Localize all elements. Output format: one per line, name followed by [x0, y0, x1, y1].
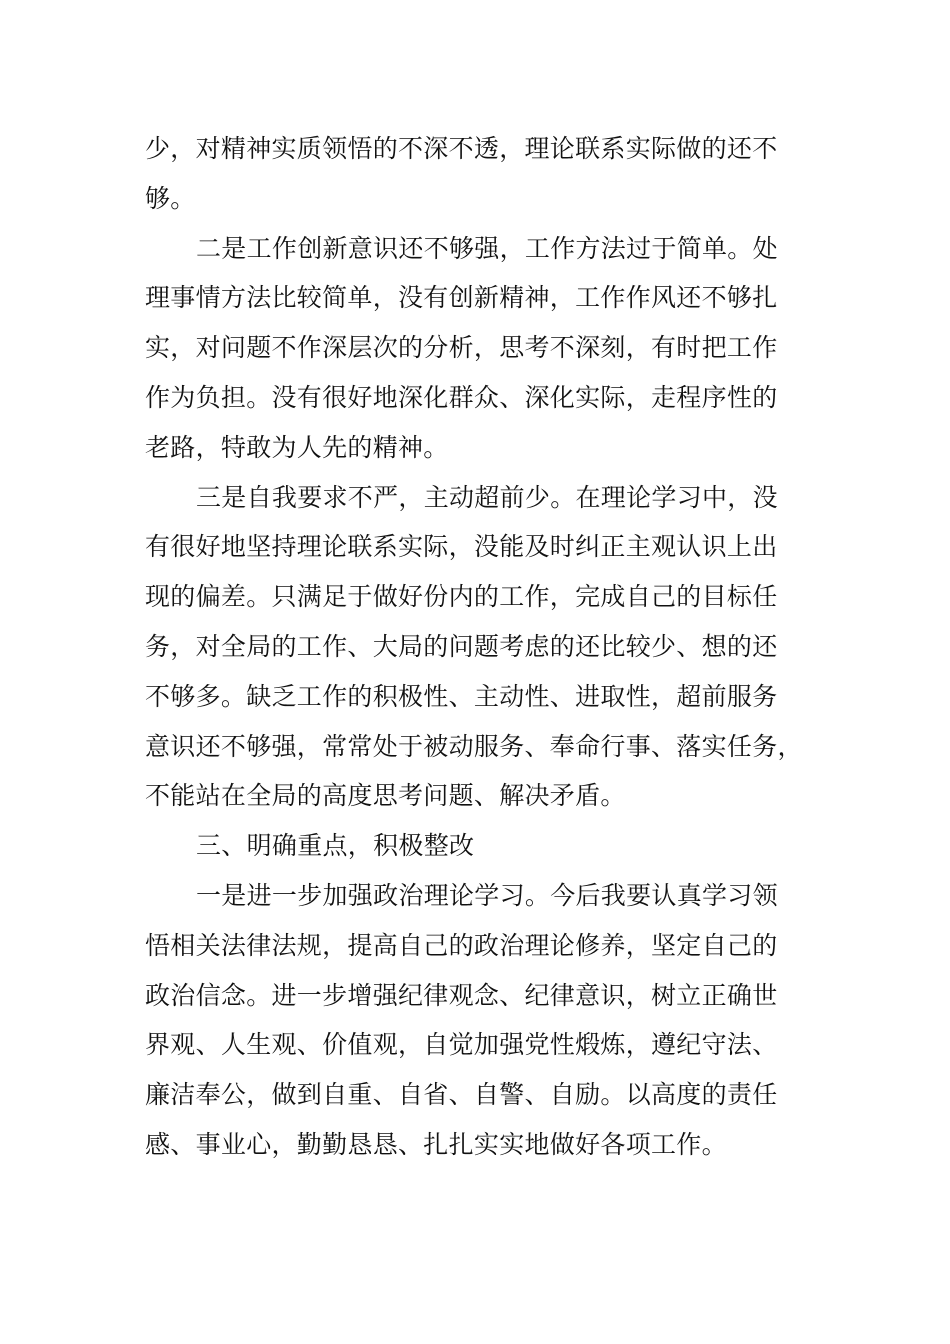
- section-heading: 三、明确重点，积极整改: [196, 831, 475, 861]
- text-line-16: 一是进一步加强政治理论学习。今后我要认真学习领: [196, 880, 778, 910]
- text-line-17: 悟相关法律法规，提高自己的政治理论修养，坚定自己的: [145, 930, 778, 960]
- text-line-12: 不够多。缺乏工作的积极性、主动性、进取性，超前服务: [145, 681, 778, 711]
- text-line-4: 理事情方法比较简单，没有创新精神，工作作风还不够扎: [145, 283, 778, 313]
- text-line-5: 实，对问题不作深层次的分析，思考不深刻，有时把工作: [145, 333, 778, 363]
- text-line-2: 够。: [145, 183, 196, 213]
- text-line-8: 三是自我要求不严，主动超前少。在理论学习中，没: [196, 482, 778, 512]
- text-line-9: 有很好地坚持理论联系实际，没能及时纠正主观认识上出: [145, 532, 778, 562]
- text-line-11: 务，对全局的工作、大局的问题考虑的还比较少、想的还: [145, 631, 778, 661]
- text-line-10: 现的偏差。只满足于做好份内的工作，完成自己的目标任: [145, 582, 778, 612]
- text-line-7: 老路，特敢为人先的精神。: [145, 432, 449, 462]
- text-line-6: 作为负担。没有很好地深化群众、深化实际，走程序性的: [145, 382, 778, 412]
- text-line-18: 政治信念。进一步增强纪律观念、纪律意识，树立正确世: [145, 980, 778, 1010]
- text-line-20: 廉洁奉公，做到自重、自省、自警、自励。以高度的责任: [145, 1080, 778, 1110]
- text-line-3: 二是工作创新意识还不够强，工作方法过于简单。处: [196, 233, 778, 263]
- text-line-13: 意识还不够强，常常处于被动服务、奉命行事、落实任务，: [145, 731, 803, 761]
- text-line-14: 不能站在全局的高度思考问题、解决矛盾。: [145, 781, 626, 811]
- text-line-1: 少，对精神实质领悟的不深不透，理论联系实际做的还不: [145, 134, 778, 163]
- document-body: [145, 124, 803, 1170]
- text-line-19: 界观、人生观、价值观，自觉加强党性煅炼，遵纪守法、: [145, 1030, 778, 1060]
- text-line-21: 感、事业心，勤勤恳恳、扎扎实实地做好各项工作。: [145, 1129, 727, 1159]
